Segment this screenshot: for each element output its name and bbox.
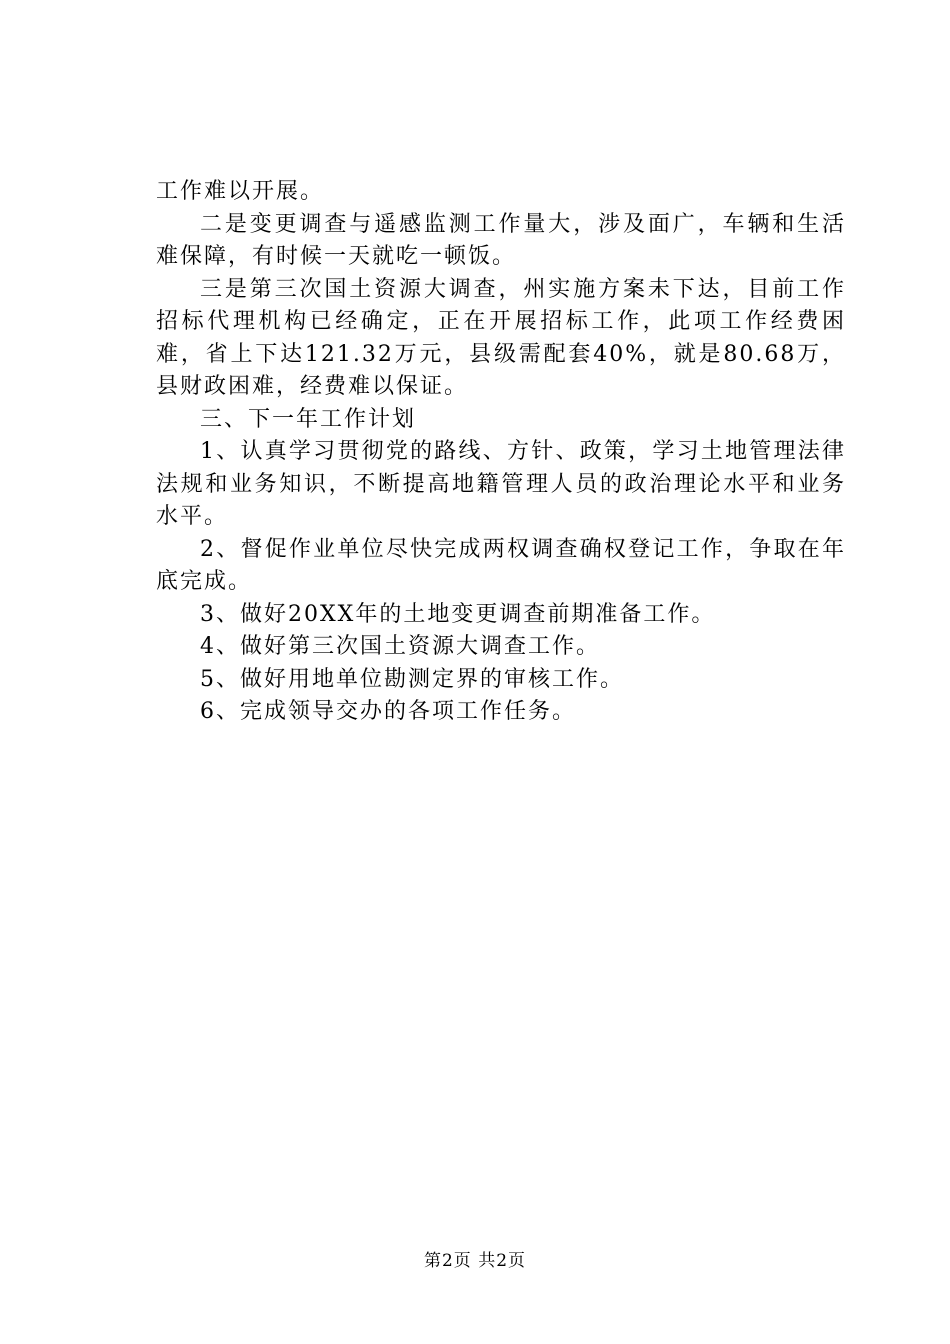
document-body (156, 176, 846, 729)
list-item-4: 4、做好第三次国土资源大调查工作。 (200, 634, 600, 659)
section-heading: 三、下一年工作计划 (200, 406, 417, 432)
paragraph-1: 工作难以开展。 (156, 179, 325, 204)
list-item-5: 5、做好用地单位勘测定界的审核工作。 (200, 666, 624, 692)
paragraph-2: 二是变更调查与遥感监测工作量大，涉及面广，车辆和生活难保障，有时候一天就吃一顿饭。 (156, 211, 846, 269)
paragraph-3: 三是第三次国土资源大调查，州实施方案未下达，目前工作招标代理机构已经确定，正在开展招标工作，此项工作经费困难，省上下达121.32万元，县级需配套40%，就是80.68万，县财政困难，经费难以保证。 (156, 276, 846, 399)
list-item-6: 6、完成领导交办的各项工作任务。 (200, 699, 576, 724)
page-footer: 第2页 共2页 (423, 1251, 527, 1271)
list-item-1: 1、认真学习贯彻党的路线、方针、政策，学习土地管理法律法规和业务知识，不断提高地籍管理人员的政治理论水平和业务水平。 (156, 439, 846, 529)
list-item-3: 3、做好20XX年的土地变更调查前期准备工作。 (200, 601, 716, 627)
list-item-2: 2、督促作业单位尽快完成两权调查确权登记工作，争取在年底完成。 (156, 536, 846, 594)
